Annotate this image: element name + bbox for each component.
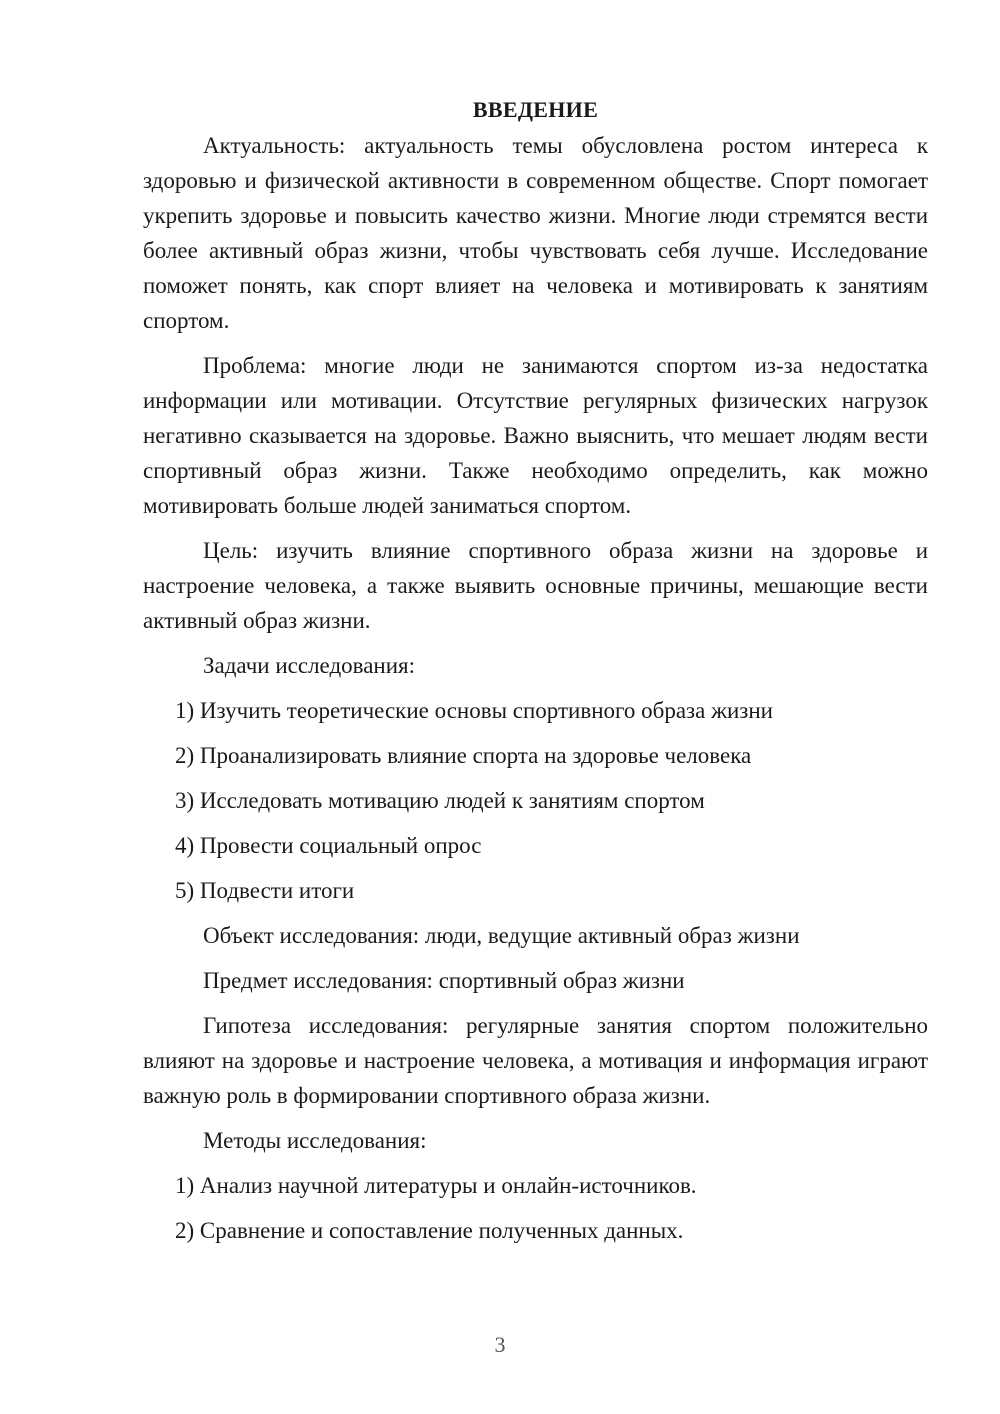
research-object: Объект исследования: люди, ведущие активный образ жизни — [203, 923, 800, 948]
research-subject: Предмет исследования: спортивный образ жизни — [203, 968, 685, 993]
task-item: 2) Проанализировать влияние спорта на здоровье человека — [175, 743, 752, 768]
problem-paragraph: Проблема: многие люди не занимаются спортом из-за недостатка информации или мотивации. Отсутствие регулярных физических нагрузок негативно сказывается на здоровье. Важно выяснить, что мешает людям вести спортивный образ жизни. Также необходимо определить, как можно мотивировать больше людей заниматься спортом. — [143, 353, 928, 518]
tasks-title: Задачи исследования: — [203, 653, 416, 678]
document-body — [143, 92, 928, 1258]
task-item: 1) Изучить теоретические основы спортивного образа жизни — [175, 698, 773, 723]
goal-paragraph: Цель: изучить влияние спортивного образа жизни на здоровье и настроение человека, а также выявить основные причины, мешающие вести активный образ жизни. — [143, 538, 928, 633]
method-item: 1) Анализ научной литературы и онлайн-источников. — [175, 1173, 697, 1198]
task-item: 4) Провести социальный опрос — [175, 833, 482, 858]
task-item: 3) Исследовать мотивацию людей к занятиям спортом — [175, 788, 705, 813]
page-title: ВВЕДЕНИЕ — [472, 97, 599, 122]
task-item: 5) Подвести итоги — [175, 878, 355, 903]
method-item: 2) Сравнение и сопоставление полученных данных. — [175, 1218, 684, 1243]
methods-title: Методы исследования: — [203, 1128, 427, 1153]
page-number: 3 — [494, 1332, 506, 1357]
relevance-paragraph: Актуальность: актуальность темы обусловлена ростом интереса к здоровью и физической активности в современном обществе. Спорт помогает укрепить здоровье и повысить качество жизни. Многие люди стремятся вести более активный образ жизни, чтобы чувствовать себя лучше. Исследование поможет понять, как спорт влияет на человека и мотивировать к занятиям спортом. — [143, 133, 928, 333]
hypothesis-paragraph: Гипотеза исследования: регулярные занятия спортом положительно влияют на здоровье и настроение человека, а мотивация и информация играют важную роль в формировании спортивного образа жизни. — [143, 1013, 928, 1108]
